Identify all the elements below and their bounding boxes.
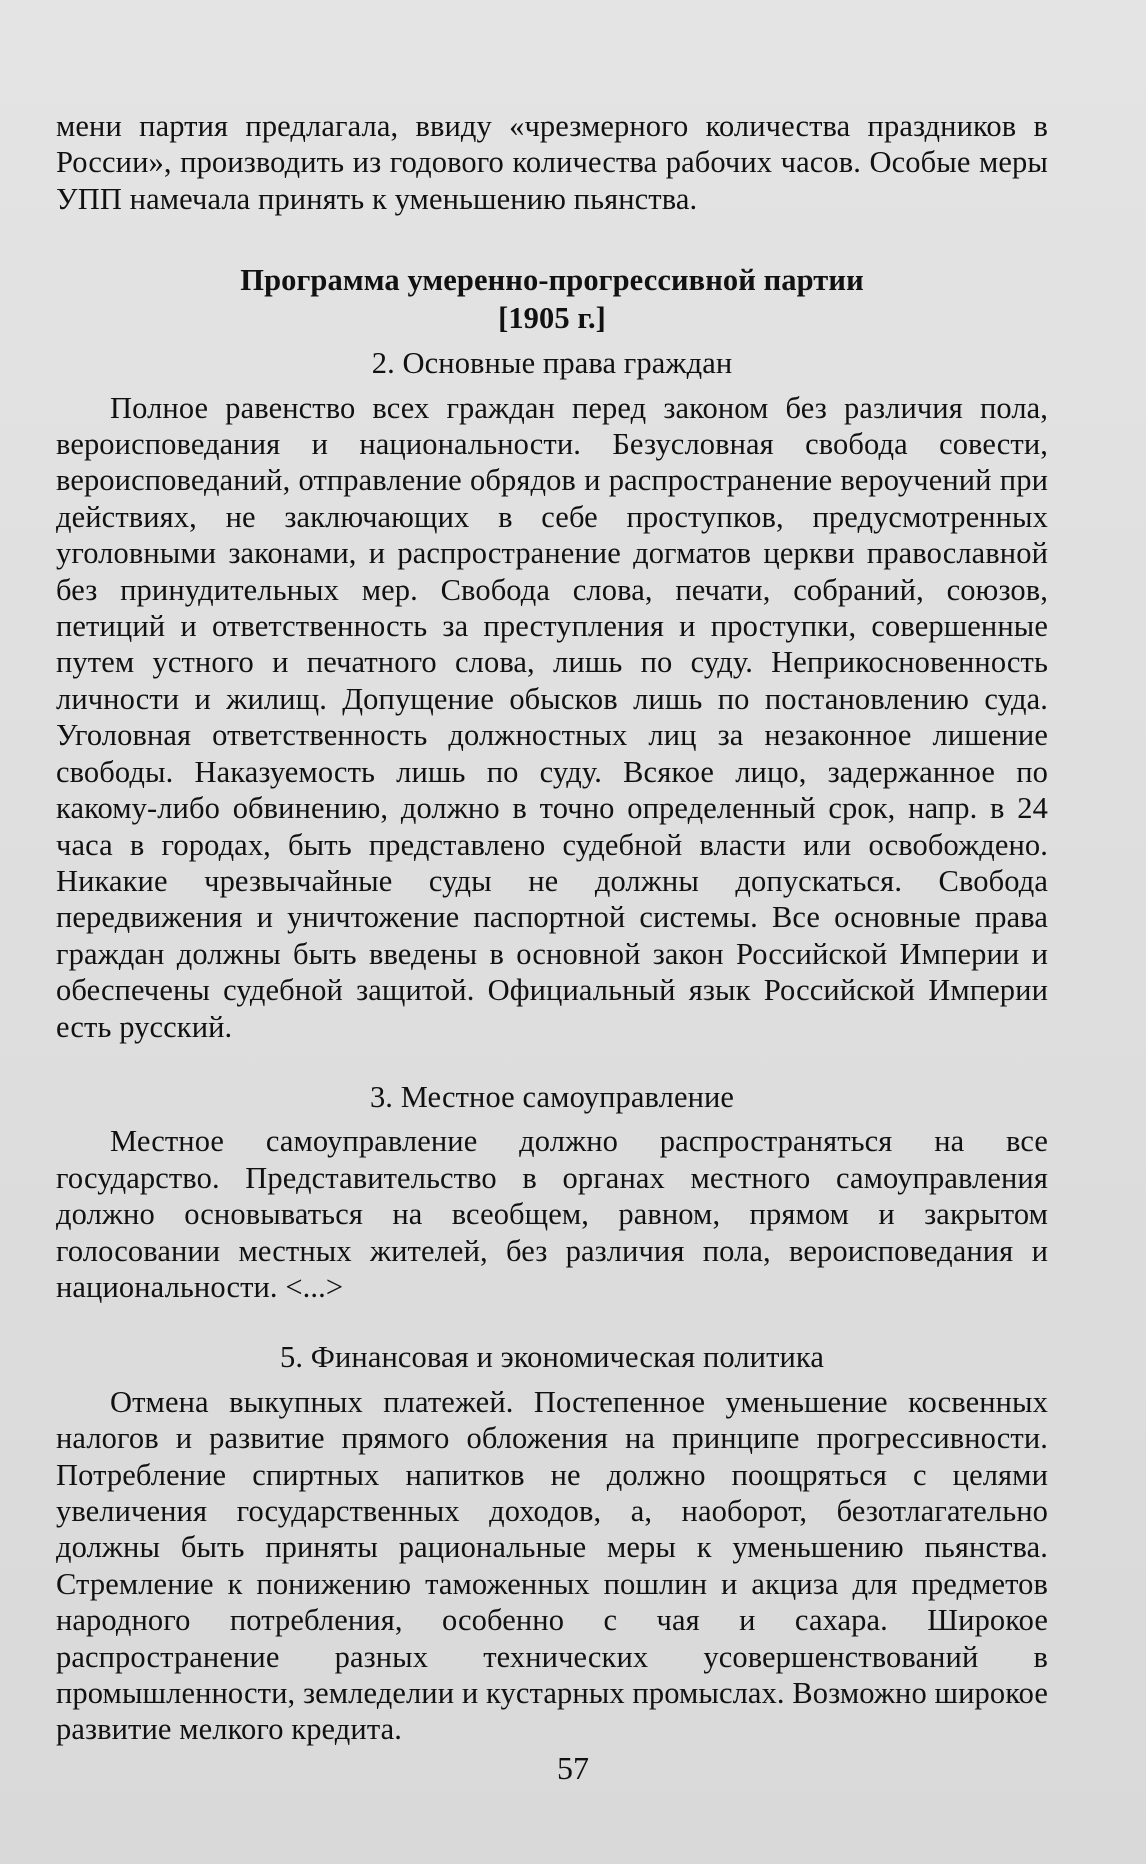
spacer (56, 1045, 1048, 1079)
section-text-finance: Отмена выкупных платежей. Постепенное уменьшение косвенных налогов и развитие прямого обложения на принципе прогрессивности. Потребление спиртных напитков не должно поощряться с целями увеличения государственных доходов, а, наоборот, безотлагательно должны быть приняты рациональные меры к уменьшению пьянства. Стремление к понижению таможенных пошлин и акциза для предметов народного потребления, особенно с чая и сахара. Широкое распространение разных технических усовершенствований в промышленности, земледелии и кустарных промыслах. Возможно широкое развитие мелкого кредита. (56, 1384, 1048, 1747)
spacer (56, 1376, 1048, 1384)
document-title-line-1: Программа умеренно-прогрессивной партии (240, 263, 864, 298)
section-text-rights: Полное равенство всех граждан перед законом без различия пола, вероисповедания и национальности. Безусловная свобода совести, вероисповеданий, отправление обрядов и распространение вероучений при действиях, не заключающих в себе проступков, предусмотренных уголовными законами, и распространение догматов церкви православной без принудительных мер. Свобода слова, печати, собраний, союзов, петиций и ответственность за преступления и проступки, совершенные путем устного и печатного слова, лишь по суду. Неприкосновенность личности и жилищ. Допущение обысков лишь по постановлению суда. Уголовная ответственность должностных лиц за незаконное лишение свободы. Наказуемость лишь по суду. Всякое лицо, задержанное по какому-либо обвинению, должно в точно определенный срок, напр. в 24 часа в городах, быть представлено судебной власти или освобождено. Никакие чрезвычайные суды не должны допускаться. Свобода передвижения и уничтожение паспортной системы. Все основные права граждан должны быть введены в основной закон Российской Империи и обеспечены судебной защитой. Официальный язык Российской Империи есть русский. (56, 390, 1048, 1044)
spacer (56, 337, 1048, 345)
document-title-line-2: [1905 г.] (498, 301, 606, 336)
spacer (56, 217, 1048, 261)
section-heading-self-government: 3. Местное самоуправление (369, 1079, 735, 1114)
spacer (56, 1115, 1048, 1123)
section-heading-finance: 5. Финансовая и экономическая политика (279, 1340, 825, 1375)
page-number: 57 (557, 1750, 589, 1786)
page-text-block (56, 108, 1048, 1748)
spacer (56, 1305, 1048, 1339)
section-heading-rights: 2. Основные права граждан (371, 346, 733, 381)
spacer (56, 382, 1048, 390)
intro-paragraph: мени партия предлагала, ввиду «чрезмерного количества праздников в России», производить из годового количества рабочих часов. Особые меры УПП намечала принять к уменьшению пьянства. (56, 109, 1048, 216)
section-text-self-government: Местное самоуправление должно распространяться на все государство. Представительство в органах местного самоуправления должно основываться на всеобщем, равном, прямом и закрытом голосовании местных жителей, без различия пола, вероисповедания и национальности. <...> (56, 1124, 1048, 1304)
